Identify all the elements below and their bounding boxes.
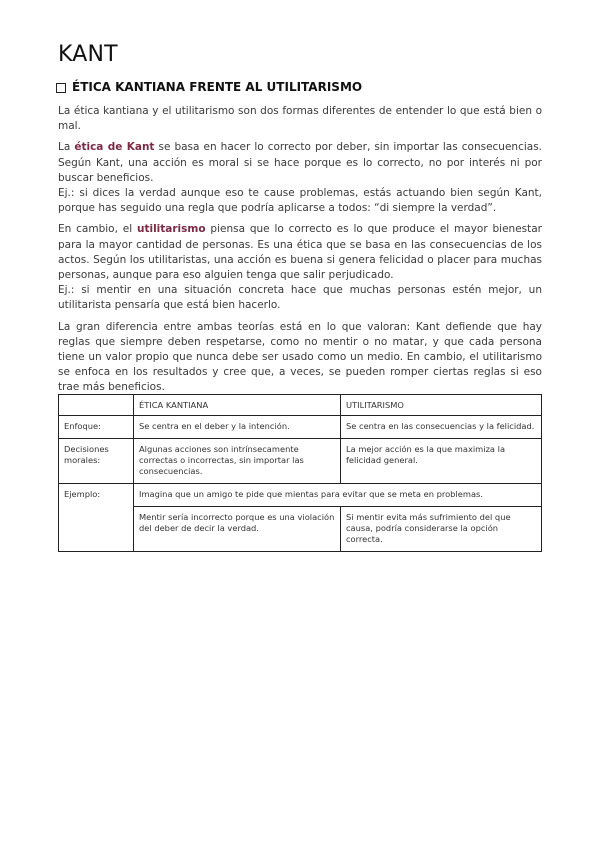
paragraph-util-pre: En cambio, el — [58, 223, 137, 236]
table-cell: Algunas acciones son intrínsecamente correctas o incorrectas, sin importar las consecuencias. — [134, 439, 341, 484]
table-row — [59, 439, 542, 484]
table-cell-example-intro: Imagina que un amigo te pide que mientas para evitar que se meta en problemas. — [134, 484, 542, 507]
paragraph-utilitarismo — [58, 222, 542, 313]
paragraph-kant — [58, 140, 542, 216]
table-header-cell-kantiana: ÉTICA KANTIANA — [134, 395, 341, 416]
highlight-etica-de-kant: ética de Kant — [74, 141, 155, 154]
table-header-cell-empty — [59, 395, 134, 416]
highlight-utilitarismo: utilitarismo — [136, 223, 206, 236]
table-cell-label: Enfoque: — [59, 416, 134, 439]
paragraph-difference: La gran diferencia entre ambas teorías está en lo que valoran: Kant defiende que hay reglas que siempre deben respetarse, como no mentir o no matar, y que cada persona tiene un valor propio que nunca debe ser usado como un medio. En cambio, el utilitarismo se enfoca en los resultados y cree que, a veces, se pueden romper ciertas reglas si eso trae más beneficios. — [58, 320, 542, 394]
table-cell: Si mentir evita más sufrimiento del que causa, podría considerarse la opción correcta. — [341, 507, 542, 552]
paragraph-kant-example: Ej.: si dices la verdad aunque eso te cause problemas, estás actuando bien según Kant, porque has seguido una regla que podría aplicarse a todos: “di siempre la verdad”. — [58, 187, 542, 215]
table-row — [59, 416, 542, 439]
section-heading — [56, 80, 362, 94]
table-cell: Se centra en el deber y la intención. — [134, 416, 341, 439]
checkbox-icon — [56, 83, 66, 93]
paragraph-kant-post: se basa en hacer lo correcto por deber, sin importar las consecuencias. Según Kant, una acción es moral si se hace porque es lo correcto, no por interés ni por buscar beneficios. — [58, 141, 543, 184]
paragraph-intro: La ética kantiana y el utilitarismo son dos formas diferentes de entender lo que está bien o mal. — [58, 105, 542, 133]
table-cell-label: Decisiones morales: — [59, 439, 134, 484]
page-title: KANT — [58, 42, 118, 67]
paragraph-util-example: Ej.: si mentir en una situación concreta hace que muchas personas estén mejor, un utilitarista pensaría que está bien hacerlo. — [58, 284, 542, 312]
table-header-row — [59, 395, 542, 416]
comparison-table — [58, 394, 542, 552]
section-heading-text: ÉTICA KANTIANA FRENTE AL UTILITARISMO — [72, 80, 363, 94]
table-header-cell-utilitarismo: UTILITARISMO — [341, 395, 542, 416]
table-cell: Mentir sería incorrecto porque es una violación del deber de decir la verdad. — [134, 507, 341, 552]
table-row-example — [59, 484, 542, 507]
paragraph-kant-pre: La — [58, 141, 75, 154]
table-cell-label: Ejemplo: — [59, 484, 134, 552]
paragraph-util-post: piensa que lo correcto es lo que produce el mayor bienestar para la mayor cantidad de personas. Es una ética que se basa en las consecuencias de los actos. Según los utilitaristas, una acción es buena si genera felicidad o placer para muchas personas, aunque para eso alguien tenga que salir perjudicado. — [58, 223, 542, 282]
table-cell: Se centra en las consecuencias y la felicidad. — [341, 416, 542, 439]
document-body — [58, 104, 542, 402]
table-cell: La mejor acción es la que maximiza la felicidad general. — [341, 439, 542, 484]
